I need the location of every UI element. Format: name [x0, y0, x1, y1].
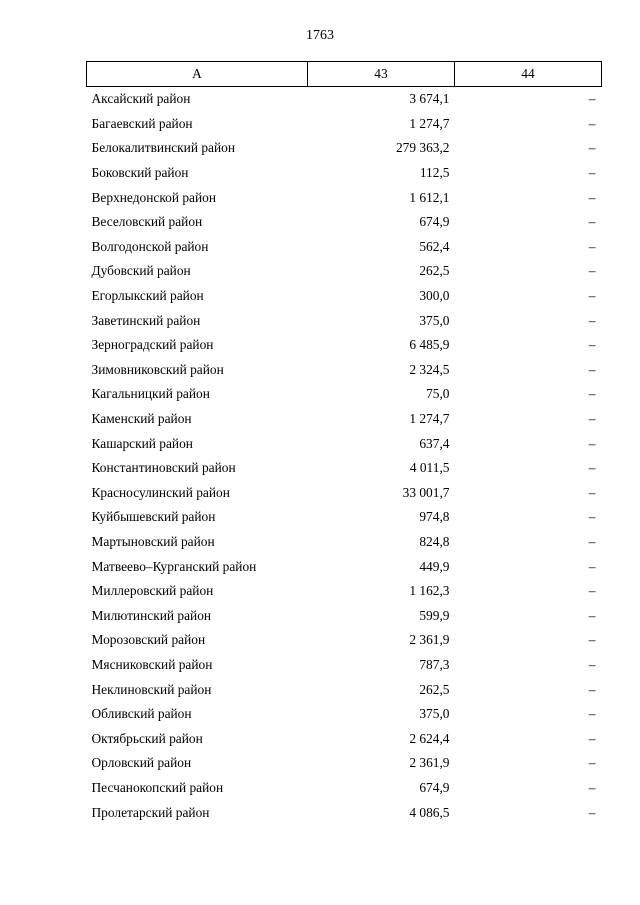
district-name-cell: Кагальницкий район [91, 386, 210, 402]
value-44-cell: – [588, 706, 596, 722]
value-44-cell: – [588, 91, 596, 107]
district-name-cell: Аксайский район [91, 91, 191, 107]
district-name-cell: Егорлыкский район [91, 288, 204, 304]
value-43-cell: 637,4 [419, 435, 450, 451]
table-row [87, 702, 602, 727]
value-44-cell: – [588, 386, 596, 402]
value-44-cell: – [588, 140, 596, 156]
value-44-cell: – [588, 681, 596, 697]
district-name-cell: Белокалитвинский район [91, 140, 236, 156]
district-name-cell: Неклиновский район [91, 681, 212, 697]
table-row [87, 456, 602, 481]
table-row [87, 579, 602, 604]
district-name-cell: Орловский район [91, 755, 192, 771]
value-44-cell: – [588, 583, 596, 599]
district-name-cell: Мартыновский район [91, 533, 215, 549]
value-43-cell: 2 361,9 [409, 755, 450, 771]
table-row [87, 259, 602, 284]
value-44-cell: – [588, 435, 596, 451]
value-43-cell: 262,5 [419, 263, 450, 279]
district-name-cell: Веселовский район [91, 214, 203, 230]
district-name-cell: Дубовский район [91, 263, 191, 279]
value-44-cell: – [588, 533, 596, 549]
table-row [87, 112, 602, 137]
district-name-cell: Милютинский район [91, 607, 212, 623]
table-row [87, 800, 602, 825]
value-43-cell: 6 485,9 [409, 337, 450, 353]
value-43-cell: 3 674,1 [409, 91, 450, 107]
value-44-cell: – [588, 263, 596, 279]
table-row [87, 284, 602, 309]
district-name-cell: Песчанокопский район [91, 779, 224, 795]
value-43-cell: 2 361,9 [409, 632, 450, 648]
value-43-cell: 375,0 [419, 706, 450, 722]
table-body [87, 87, 602, 825]
value-44-cell: – [588, 730, 596, 746]
value-43-cell: 279 363,2 [395, 140, 450, 156]
value-44-cell: – [588, 288, 596, 304]
value-44-cell: – [588, 460, 596, 476]
value-43-cell: 1 612,1 [409, 189, 450, 205]
value-44-cell: – [588, 411, 596, 427]
header-cell-a: А [87, 62, 308, 87]
value-43-cell: 1 274,7 [409, 411, 450, 427]
table-row [87, 333, 602, 358]
table-row [87, 603, 602, 628]
header-cell-43: 43 [308, 62, 455, 87]
table-row [87, 136, 602, 161]
value-43-cell: 375,0 [419, 312, 450, 328]
district-name-cell: Зерноградский район [91, 337, 214, 353]
header-cell-44: 44 [455, 62, 602, 87]
value-43-cell: 75,0 [426, 386, 450, 402]
value-43-cell: 449,9 [419, 558, 450, 574]
table-row [87, 628, 602, 653]
table-row [87, 653, 602, 678]
district-name-cell: Красносулинский район [91, 484, 230, 500]
district-name-cell: Куйбышевский район [91, 509, 216, 525]
table-row [87, 308, 602, 333]
value-44-cell: – [588, 509, 596, 525]
page-number: 1763 [306, 28, 334, 43]
value-44-cell: – [588, 165, 596, 181]
value-44-cell: – [588, 189, 596, 205]
table-row [87, 210, 602, 235]
table-row [87, 776, 602, 801]
value-43-cell: 262,5 [419, 681, 450, 697]
district-name-cell: Пролетарский район [91, 804, 210, 820]
value-44-cell: – [588, 632, 596, 648]
value-44-cell: – [588, 484, 596, 500]
table-row [87, 530, 602, 555]
district-name-cell: Боковский район [91, 165, 189, 181]
value-44-cell: – [588, 607, 596, 623]
table-row [87, 407, 602, 432]
district-name-cell: Обливский район [91, 706, 192, 722]
district-name-cell: Верхнедонской район [91, 189, 217, 205]
value-43-cell: 824,8 [419, 533, 450, 549]
value-43-cell: 1 162,3 [409, 583, 450, 599]
value-43-cell: 599,9 [419, 607, 450, 623]
value-43-cell: 974,8 [419, 509, 450, 525]
table-row [87, 358, 602, 383]
value-43-cell: 674,9 [419, 214, 450, 230]
district-name-cell: Миллеровский район [91, 583, 214, 599]
value-44-cell: – [588, 115, 596, 131]
header-row [87, 62, 602, 87]
district-name-cell: Заветинский район [91, 312, 201, 328]
value-44-cell: – [588, 804, 596, 820]
data-table [86, 61, 602, 825]
value-43-cell: 1 274,7 [409, 115, 450, 131]
value-43-cell: 562,4 [419, 238, 450, 254]
value-43-cell: 112,5 [419, 165, 450, 181]
district-name-cell: Октябрьский район [91, 730, 203, 746]
value-43-cell: 4 011,5 [409, 460, 450, 476]
value-44-cell: – [588, 558, 596, 574]
table-row [87, 185, 602, 210]
value-44-cell: – [588, 214, 596, 230]
value-44-cell: – [588, 337, 596, 353]
value-44-cell: – [588, 656, 596, 672]
value-44-cell: – [588, 361, 596, 377]
table-row [87, 87, 602, 112]
district-name-cell: Зимовниковский район [91, 361, 224, 377]
table-header [87, 62, 602, 87]
value-44-cell: – [588, 238, 596, 254]
district-name-cell: Морозовский район [91, 632, 206, 648]
district-name-cell: Каменский район [91, 411, 192, 427]
district-name-cell: Константиновский район [91, 460, 236, 476]
value-44-cell: – [588, 779, 596, 795]
table-row [87, 235, 602, 260]
table-row [87, 726, 602, 751]
district-name-cell: Багаевский район [91, 115, 193, 131]
district-name-cell: Кашарский район [91, 435, 193, 451]
value-43-cell: 2 324,5 [409, 361, 450, 377]
district-name-cell: Волгодонской район [91, 238, 209, 254]
value-43-cell: 2 624,4 [409, 730, 450, 746]
value-43-cell: 787,3 [419, 656, 450, 672]
table-row [87, 382, 602, 407]
value-43-cell: 33 001,7 [402, 484, 450, 500]
table-row [87, 161, 602, 186]
value-43-cell: 4 086,5 [409, 804, 450, 820]
table-row [87, 677, 602, 702]
value-43-cell: 300,0 [419, 288, 450, 304]
value-44-cell: – [588, 312, 596, 328]
table-row [87, 431, 602, 456]
table-row [87, 481, 602, 506]
district-name-cell: Матвеево–Курганский район [91, 558, 257, 574]
value-43-cell: 674,9 [419, 779, 450, 795]
district-name-cell: Мясниковский район [91, 656, 213, 672]
table-row [87, 751, 602, 776]
table-row [87, 505, 602, 530]
value-44-cell: – [588, 755, 596, 771]
table-row [87, 554, 602, 579]
